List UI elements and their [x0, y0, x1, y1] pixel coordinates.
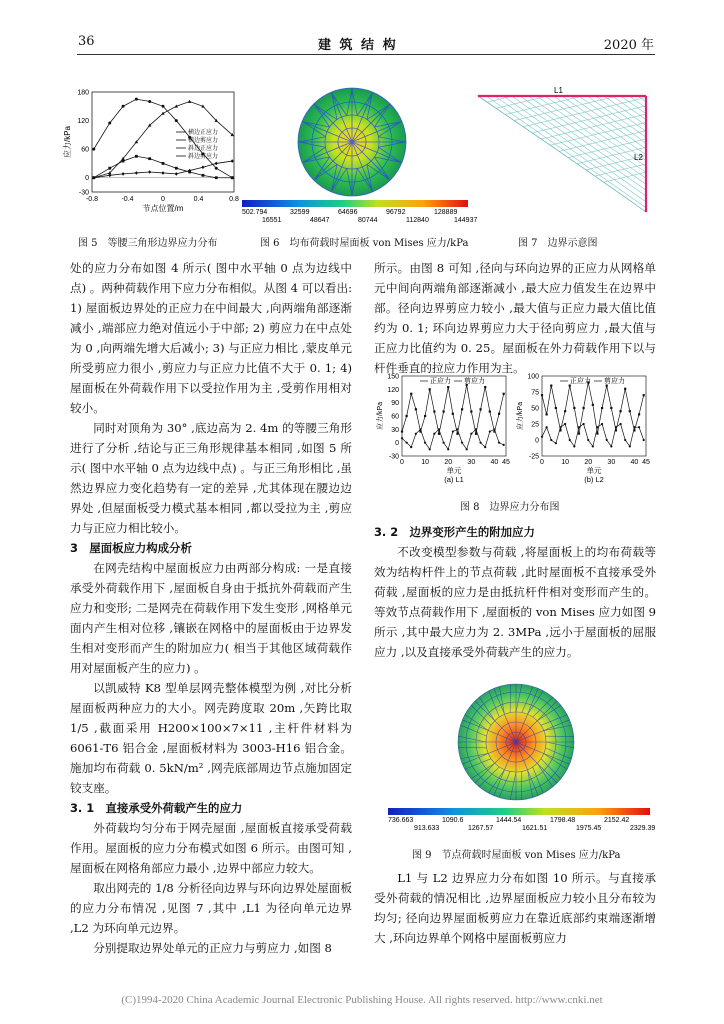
fig8-point — [615, 426, 617, 428]
fig8-point — [629, 410, 631, 412]
fig8-ytick-label: 60 — [391, 413, 399, 421]
fig9-legend-bottom-label: 1975.45 — [576, 825, 602, 832]
fig5-ytick-label: 120 — [77, 118, 89, 126]
fig5-ytick-label: 60 — [81, 146, 89, 154]
fig8-point — [592, 404, 594, 406]
fig5-legend-label: 横边正应力 — [188, 130, 219, 136]
fig8-point — [433, 410, 435, 412]
fig8-point — [555, 407, 557, 409]
fig8-point — [629, 445, 631, 447]
fig8-point — [489, 410, 491, 412]
fig8-point — [583, 423, 585, 425]
section-3-heading: 3 屋面板应力构成分析 — [70, 541, 192, 555]
fig8-xtick-label: 45 — [502, 459, 510, 466]
fig6-legend-top-label: 64696 — [338, 209, 358, 216]
fig5-ylabel: 应力/kPa — [63, 125, 72, 159]
fig7-mesh-line — [520, 96, 646, 184]
fig8-point — [643, 394, 645, 396]
fig8-point — [470, 410, 472, 412]
fig7-mesh-line — [545, 96, 646, 167]
fig8-point — [429, 448, 431, 450]
fig8-point — [596, 426, 598, 428]
fig5-point — [175, 167, 178, 170]
fig5-point — [201, 165, 204, 169]
fig8-point — [470, 433, 472, 435]
fig8-point — [624, 439, 626, 441]
fig8-point — [546, 426, 548, 428]
fig8-point — [484, 446, 486, 448]
fig5-xtick-label: -0.8 — [85, 196, 99, 203]
fig8-point — [559, 426, 561, 428]
fig8-point — [624, 388, 626, 390]
fig8-xtick-label: 10 — [421, 459, 430, 466]
fig8-point — [406, 442, 408, 444]
fig8-point — [415, 408, 417, 410]
section-3-2-heading: 3. 2 边界变形产生的附加应力 — [374, 525, 535, 539]
fig8-point — [498, 442, 500, 444]
fig5-xtick-label: 0 — [161, 196, 165, 203]
fig5-legend-label: 横边剪应力 — [188, 138, 219, 144]
fig8-xtick-label: 30 — [467, 459, 476, 466]
fig7-mesh-line — [486, 96, 646, 208]
fig7-mesh-line — [478, 122, 646, 162]
fig8-ytick-label: -30 — [388, 453, 399, 461]
fig8-point — [489, 430, 491, 432]
fig5-point — [135, 171, 138, 175]
left-paragraph-2: 同时对顶角为 30° ,底边高为 2. 4m 的等腰三角形进行了分析 ,结论与正三角形规律基本相同 ,如图 5 所示( 图中水平轴 0 点为边线中点) 。与正三角形相比 ,虽然边界应力变化趋势有一定的差异 ,尤其体现在腰边边界处 ,但屋面板受力模式基本相同 ,都以受拉为主 ,剪应力与正应力相比较小。 — [70, 421, 353, 535]
left-paragraph-3: 在网壳结构中屋面板应力由两部分构成: 一是直接承受外荷载作用下 ,屋面板自身由于抵抗外荷载而产生应力和变形; 二是网壳在荷载作用下发生变形 ,网格单元面内产生相对位移 ,镶嵌在网格中的屋面板由于边界发生相对变形而产生的附加应力( 相当于其他区域荷载作用对屋面板产生的应力) 。 — [70, 561, 352, 675]
fig8-ytick-label: 30 — [391, 426, 399, 434]
fig9-legend-top-label: 1090.6 — [442, 817, 464, 824]
fig8-point — [555, 442, 557, 444]
fig7-mesh-line — [478, 172, 646, 212]
fig8-point — [443, 442, 445, 444]
fig8-point — [619, 423, 621, 425]
fig8-point — [401, 437, 403, 439]
fig8-point — [424, 415, 426, 417]
fig8-xtick-label: 30 — [607, 459, 616, 466]
right-column-bottom — [374, 868, 656, 948]
fig8-ytick-label: 0 — [395, 440, 399, 448]
fig8-xtick-label: 40 — [490, 459, 499, 466]
fig8-point — [475, 428, 477, 430]
fig5-ytick-label: -30 — [78, 189, 89, 197]
fig8-xtick-label: 0 — [400, 459, 404, 466]
fig5-ytick-label: 0 — [85, 175, 89, 183]
fig8-point — [564, 423, 566, 425]
fig5-xtick-label: 0.4 — [193, 196, 204, 203]
fig8-point — [429, 388, 431, 390]
fig8-point — [415, 433, 417, 435]
right-paragraph-3: L1 与 L2 边界应力分布如图 10 所示。与直接承受外荷载的情况相比 ,边界屋面板应力较小且分布较为均匀; 径向边界屋面板剪应力在靠近底部约束端逐渐增大 ,环向边界单个网格中屋面板剪应力 — [374, 871, 656, 945]
right-paragraph-1: 所示。由图 8 可知 ,径向与环向边界的正应力从网格单元中间向两端角部逐渐减小 ,最大应力值发生在边界中部。径向边界剪应力较小 ,最大值与正应力最大值比值约为 0. 1; 环向边界剪应力大于径向剪应力 ,最大值与正应力比值约为 0. 25。屋面板在外力荷载作用下以与杆件垂直的拉应力作用为主。 — [374, 261, 656, 375]
fig8-legend-label: 剪应力 — [604, 378, 625, 385]
fig7-mesh-line — [554, 96, 646, 161]
fig5-point — [175, 119, 178, 122]
fig7-mesh-line — [478, 106, 646, 146]
fig8-point — [550, 385, 552, 387]
fig5-point — [188, 100, 191, 103]
fig8-point — [573, 407, 575, 409]
fig7-l2-label: L2 — [634, 153, 643, 162]
fig7-mesh-line — [537, 96, 646, 172]
fig8-point — [550, 439, 552, 441]
fig8-point — [638, 413, 640, 415]
fig8-point — [447, 448, 449, 450]
fig8-point — [541, 436, 543, 438]
fig7-l1-label: L1 — [554, 86, 563, 95]
fig8-point — [610, 407, 612, 409]
fig8-ytick-label: -25 — [528, 453, 539, 461]
fig8-xtick-label: 10 — [561, 459, 570, 466]
fig8-ytick-label: 0 — [535, 437, 539, 445]
fig5-point — [148, 100, 151, 103]
fig5-point — [122, 105, 125, 108]
fig9-colorbar — [388, 808, 650, 815]
fig8-point — [541, 394, 543, 396]
fig8-point — [564, 410, 566, 412]
fig9-contour — [384, 682, 654, 832]
fig8-point — [452, 430, 454, 432]
footer-copyright: (C)1994-2020 China Academic Journal Electronic Publishing House. All rights reserved. http://www.cnki.net — [121, 994, 603, 1006]
fig8-point — [438, 433, 440, 435]
fig8-ytick-label: 100 — [527, 373, 539, 381]
fig8-point — [484, 386, 486, 388]
fig5-legend-label: 斜边剪应力 — [188, 154, 219, 160]
fig7-mesh-line — [596, 96, 646, 131]
left-column — [70, 258, 352, 958]
fig7-mesh-line — [478, 114, 646, 154]
fig8-point — [475, 433, 477, 435]
fig6-legend-top-label: 128889 — [434, 209, 458, 216]
fig8-ylabel: 应力/kPa — [377, 401, 384, 431]
fig8-point — [606, 439, 608, 441]
fig8-point — [479, 408, 481, 410]
fig8-point — [410, 446, 412, 448]
fig8-legend-label: 正应力 — [570, 378, 591, 385]
fig8-xlabel: 单元 — [586, 466, 602, 475]
fig6-legend-top-label: 32599 — [290, 209, 310, 216]
right-column-top — [374, 258, 656, 378]
fig5-point — [162, 105, 165, 108]
fig9-legend-bottom-label: 913.633 — [414, 825, 440, 832]
fig7-mesh-line — [570, 96, 646, 149]
fig5-point — [215, 176, 218, 179]
fig8-point — [456, 428, 458, 430]
fig8-point — [573, 445, 575, 447]
fig8-point — [592, 445, 594, 447]
left-paragraph-1: 处的应力分布如图 4 所示( 图中水平轴 0 点为边线中点) 。两种荷载作用下应力分布相似。从图 4 可以看出: 1) 屋面板边界处的正应力在中间最大 ,向两端角部逐渐减小 ,端部应力绝对值远小于中部; 2) 剪应力在中点处为 0 ,向两端先增大后减小; 3) 与正应力相比 ,蒙皮单元所受剪应力很小 ,剪应力与正应力比值不大于 0. 1; 4) 屋面板在外荷载作用下以受拉作用为主 ,受剪作用相对较小。 — [70, 261, 352, 415]
fig9-legend-top-label: 1444.54 — [496, 817, 522, 824]
fig6-caption: 图 6 均布荷载时屋面板 von Mises 应力/kPa — [260, 238, 469, 249]
fig9-legend-bottom-label: 2329.39 — [630, 825, 656, 832]
fig8-point — [443, 410, 445, 412]
fig8-point — [493, 428, 495, 430]
fig8-point — [433, 433, 435, 435]
fig8-ytick-label: 25 — [531, 421, 539, 429]
fig5-point — [108, 121, 111, 124]
fig8-xtick-label: 20 — [444, 459, 453, 466]
fig8-point — [601, 423, 603, 425]
fig8-sub-label: (a) L1 — [444, 475, 464, 484]
fig5-point — [202, 174, 205, 177]
fig6-legend-bottom-label: 16551 — [262, 217, 282, 224]
fig5-point — [162, 162, 165, 165]
fig8-series-line — [542, 424, 644, 446]
fig8-point — [596, 433, 598, 435]
fig5-point — [135, 155, 138, 158]
fig7-mesh-line — [478, 156, 646, 196]
fig8-legend-label: 剪应力 — [464, 378, 485, 385]
fig5-point — [231, 176, 234, 179]
fig9-legend-bottom-label: 1267.57 — [468, 825, 494, 832]
fig7-mesh-line — [478, 131, 646, 171]
fig8-point — [583, 407, 585, 409]
left-paragraph-6: 取出网壳的 1/8 分析径向边界与环向边界处屋面板的应力分布情况 ,见图 7 ,其中 ,L1 为径向单元边界 ,L2 为环向单元边界。 — [70, 881, 352, 935]
fig6-legend-bottom-label: 144937 — [454, 217, 478, 224]
fig8-point — [419, 428, 421, 430]
fig6-legend-bottom-label: 48647 — [310, 217, 330, 224]
fig9-legend-top-label: 736.663 — [388, 817, 414, 824]
fig5-chart — [62, 86, 242, 216]
fig5-point — [148, 157, 151, 160]
fig8-point — [638, 426, 640, 428]
fig8-point — [610, 445, 612, 447]
fig7-sketch — [470, 86, 655, 226]
fig8-ytick-label: 150 — [387, 373, 399, 381]
fig8-point — [633, 426, 635, 428]
fig7-caption: 图 7 边界示意图 — [518, 238, 598, 249]
fig5-caption: 图 5 等腰三角形边界应力分布 — [78, 238, 218, 249]
fig8-point — [569, 439, 571, 441]
fig7-mesh-line — [629, 96, 646, 108]
fig5-xlabel: 节点位置/m — [142, 204, 184, 213]
fig8-point — [498, 413, 500, 415]
fig8-point — [503, 444, 505, 446]
fig8-xtick-label: 45 — [642, 459, 650, 466]
left-paragraph-4: 以凯威特 K8 型单层网壳整体模型为例 ,对比分析屋面板两种应力的大小。网壳跨度取 20m ,矢跨比取 1/5 ,截面采用 H200×100×7×11 ,主杆件材料为 6061-T6 铝合金 ,屋面板材料为 3003-H16 铝合金。施加均布荷载 0. 5kN/m² ,网壳底部周边节点施加固定铰支座。 — [70, 681, 352, 795]
fig7-mesh-line — [612, 96, 646, 120]
left-paragraph-7: 分别提取边界处单元的正应力与剪应力 ,如图 8 — [93, 941, 332, 955]
fig9-caption: 图 9 节点荷载时屋面板 von Mises 应力/kPa — [412, 850, 621, 861]
year: 2020 年 — [603, 38, 654, 53]
fig8-point — [466, 448, 468, 450]
fig8-ytick-label: 90 — [391, 400, 399, 408]
fig5-point — [148, 170, 151, 174]
header-rule — [77, 54, 655, 55]
fig8-point — [438, 428, 440, 430]
fig8-xtick-label: 20 — [584, 459, 593, 466]
fig5-point — [175, 172, 178, 176]
fig8-ytick-label: 50 — [531, 405, 539, 413]
fig6-legend-bottom-label: 112840 — [406, 217, 429, 224]
fig5-point — [231, 159, 234, 163]
fig8-xlabel: 单元 — [446, 466, 462, 475]
fig5-point — [135, 98, 138, 101]
fig8-charts — [374, 372, 656, 490]
fig8-point — [479, 442, 481, 444]
left-paragraph-5: 外荷载均匀分布于网壳屋面 ,屋面板直接承受荷载作用。屋面板的应力分布模式如图 6 所示。由图可知 ,屋面板在网格角部应力最小 ,边界中部应力较大。 — [70, 821, 352, 875]
page-number: 36 — [78, 34, 95, 49]
fig8-legend-label: 正应力 — [430, 378, 451, 385]
fig8-point — [452, 413, 454, 415]
fig5-legend-label: 斜边正应力 — [188, 146, 219, 152]
fig8-point — [410, 393, 412, 395]
fig5-point — [215, 162, 218, 166]
fig8-xtick-label: 40 — [630, 459, 639, 466]
fig8-ytick-label: 75 — [531, 389, 539, 397]
fig5-xtick-label: -0.4 — [121, 196, 134, 203]
fig8-xtick-label: 0 — [540, 459, 544, 466]
fig8-point — [401, 430, 403, 432]
fig6-legend-bottom-label: 80744 — [358, 217, 378, 224]
fig8-point — [406, 415, 408, 417]
fig5-point — [108, 167, 111, 170]
fig8-point — [643, 439, 645, 441]
fig8-ytick-label: 120 — [387, 386, 399, 394]
fig7-mesh-line — [512, 96, 646, 190]
fig7-mesh-line — [587, 96, 646, 137]
fig5-xtick-label: 0.8 — [229, 196, 239, 203]
fig8-point — [546, 413, 548, 415]
fig7-mesh-line — [478, 139, 646, 179]
fig5-point — [92, 148, 95, 151]
right-paragraph-2: 不改变模型参数与荷载 ,将屋面板上的均布荷载等效为结构杆件上的节点荷载 ,此时屋面板不直接承受外荷载 ,屋面板的应力是由抵抗杆件相对变形而产生的。等效节点荷载作用下 ,屋面板的 von Mises 应力如图 9 所示 ,其中最大应力为 2. 3MPa ,远小于屋面板的屈服应力 ,以及直接承受外荷载产生的应力。 — [374, 545, 656, 659]
fig5-ytick-label: 180 — [77, 89, 89, 97]
fig8-point — [424, 442, 426, 444]
fig8-point — [587, 439, 589, 441]
fig6-colorbar — [242, 200, 468, 207]
fig8-ylabel: 应力/kPa — [517, 401, 524, 431]
section-3-1-heading: 3. 1 直接承受外荷载产生的应力 — [70, 801, 243, 815]
fig8-caption: 图 8 边界应力分布图 — [460, 502, 560, 513]
journal-name: 建 筑 结 构 — [318, 38, 398, 53]
fig6-contour — [240, 86, 478, 224]
fig5-point — [161, 171, 164, 175]
fig6-legend-top-label: 502.794 — [242, 209, 268, 216]
fig5-point — [121, 172, 124, 176]
fig8-point — [578, 433, 580, 435]
fig8-point — [447, 386, 449, 388]
fig9-legend-bottom-label: 1621.51 — [522, 825, 548, 832]
fig8-point — [456, 433, 458, 435]
fig8-point — [601, 407, 603, 409]
fig9-legend-top-label: 1798.48 — [550, 817, 576, 824]
fig8-point — [503, 393, 505, 395]
right-column-middle — [374, 522, 656, 662]
fig6-legend-top-label: 96792 — [386, 209, 406, 216]
fig7-mesh-line — [528, 96, 646, 178]
fig8-point — [578, 426, 580, 428]
fig5-point — [215, 167, 218, 170]
fig8-point — [461, 408, 463, 410]
fig9-legend-top-label: 2152.42 — [604, 817, 630, 824]
fig8-point — [619, 410, 621, 412]
fig7-mesh-line — [478, 64, 646, 104]
fig8-point — [461, 442, 463, 444]
fig8-series-line — [542, 382, 644, 433]
fig8-series-line — [402, 385, 504, 434]
fig8-sub-label: (b) L2 — [584, 475, 604, 484]
